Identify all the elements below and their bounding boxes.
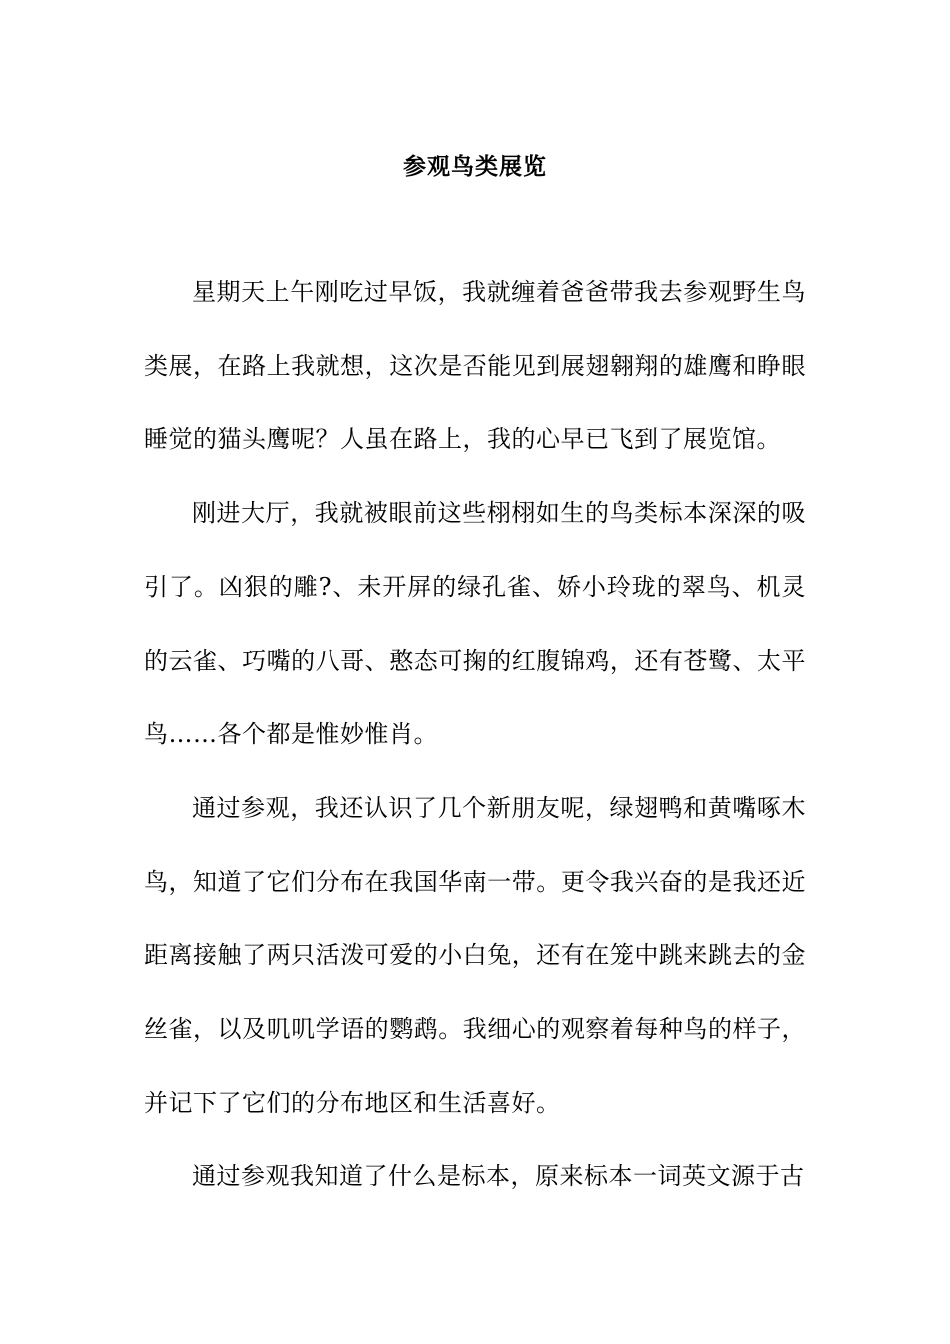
document-body: [144, 256, 806, 1214]
paragraph-1: 星期天上午刚吃过早饭，我就缠着爸爸带我去参观野生鸟类展，在路上我就想，这次是否能见到展翅翱翔的雄鹰和睁眼睡觉的猫头鹰呢？人虽在路上，我的心早已飞到了展览馆。: [144, 278, 806, 454]
paragraph-2: 刚进大厅，我就被眼前这些栩栩如生的鸟类标本深深的吸引了。凶狠的雕?、未开屏的绿孔雀、娇小玲珑的翠鸟、机灵的云雀、巧嘴的八哥、憨态可掬的红腹锦鸡，还有苍鹭、太平鸟……各个都是惟妙惟肖。: [144, 499, 806, 749]
paragraph-4: 通过参观我知道了什么是标本，原来标本一词英文源于古: [192, 1162, 805, 1191]
paragraph-3: 通过参观，我还认识了几个新朋友呢，绿翅鸭和黄嘴啄木鸟，知道了它们分布在我国华南一带。更令我兴奋的是我还近距离接触了两只活泼可爱的小白兔，还有在笼中跳来跳去的金丝雀，以及叽叽学语的鹦鹉。我细心的观察着每种鸟的样子，并记下了它们的分布地区和生活喜好。: [144, 793, 806, 1117]
page-title: 参观鸟类展览: [403, 153, 547, 181]
